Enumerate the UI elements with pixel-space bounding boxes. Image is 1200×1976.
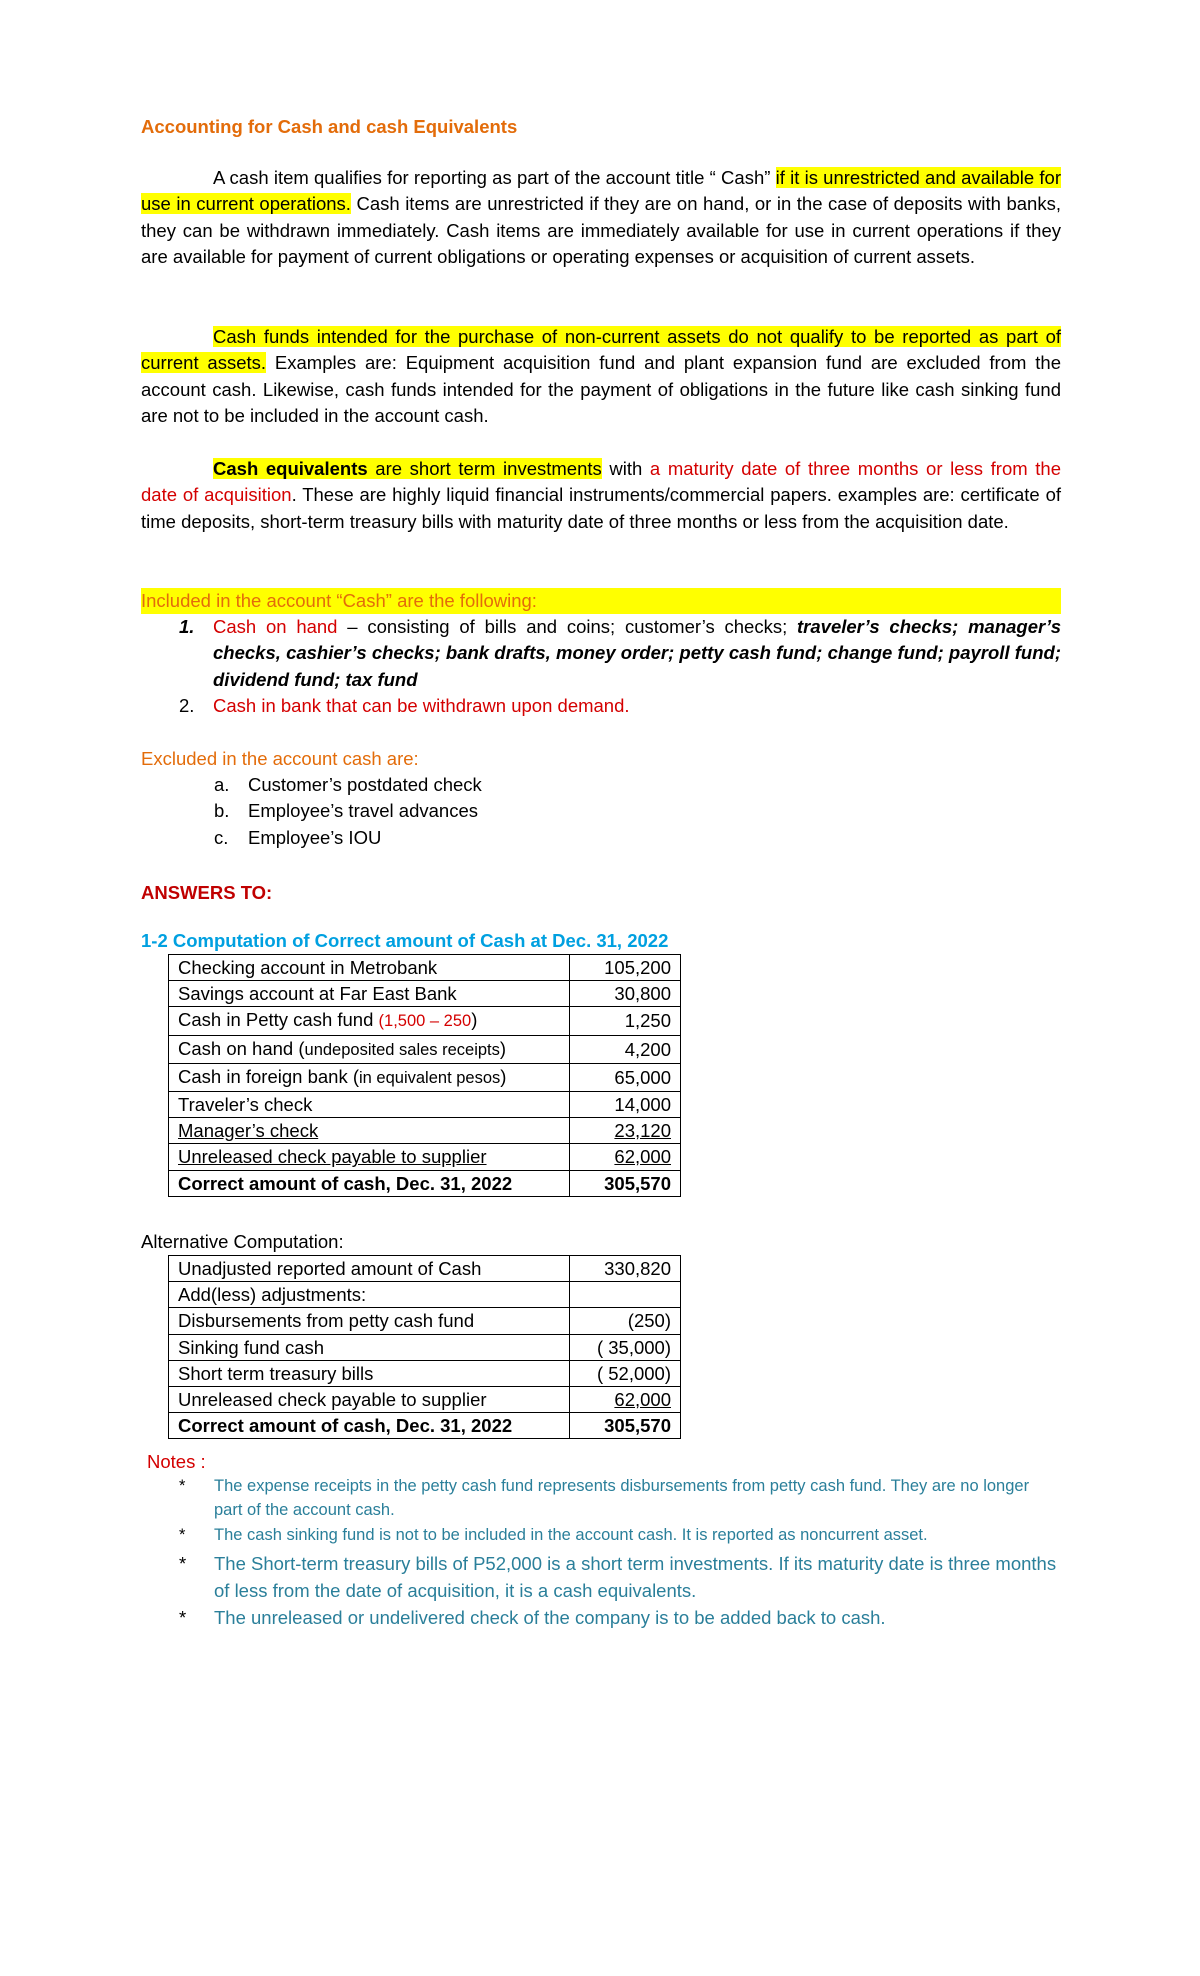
red-text: Cash in bank that can be withdrawn upon demand. [213, 695, 630, 717]
paragraph-text: . These are highly liquid financial instruments/commercial papers. examples are: certificate of time deposits, short-term treasury bills with maturity date of three months or less from the acquisition date. [141, 484, 1061, 532]
included-heading: Included in the account “Cash” are the following: [141, 588, 1061, 614]
list-item [214, 772, 948, 798]
bullet-star: * [179, 1552, 187, 1574]
bold-italic-text: traveler’s checks; manager’s checks, cashier’s checks; bank drafts, money order; petty cash fund; change fund; payroll fund; dividend fund; tax fund [213, 616, 1062, 690]
note-text: The expense receipts in the petty cash fund represents disbursements from petty cash fund. They are no longer part of the account cash. [214, 1477, 1030, 1519]
row-label [169, 1063, 570, 1091]
row-value: 330,820 [570, 1256, 681, 1282]
label-red-text: (1,500 – 250 [378, 1012, 472, 1031]
highlighted-text: Cash funds intended for the purchase of non-current assets do not qualify to be reported as part of current assets. [141, 326, 1061, 374]
row-value [570, 1387, 681, 1413]
paragraph-text: with [601, 458, 650, 479]
row-label [169, 1035, 570, 1063]
row-value: 65,000 [570, 1063, 681, 1091]
list-text: Employee’s travel advances [248, 800, 479, 822]
notes-list [179, 1475, 1059, 1631]
paragraph-text: Examples are: Equipment acquisition fund and plant expansion fund are excluded from the account cash. Likewise, cash funds intended for the payment of obligations in the future like cash sinking fund are not to be included in the account cash. [141, 352, 1061, 427]
table-row [169, 1282, 681, 1308]
note-text: The Short-term treasury bills of P52,000 is a short term investments. If its maturity date is three months of less from the date of acquisition, it is a cash equivalents. [214, 1552, 1057, 1601]
table-row [169, 1035, 681, 1063]
paragraph-cash-qualification [141, 165, 1061, 271]
list-letter: a. [214, 774, 230, 795]
note-item [179, 1550, 1059, 1604]
label-text: Cash in foreign bank ( [178, 1065, 359, 1087]
row-value: 4,200 [570, 1035, 681, 1063]
label-text: ) [500, 1065, 507, 1087]
list-text: – consisting of bills and coins; customer’s checks; [337, 616, 798, 637]
table-row [169, 1308, 681, 1334]
alternative-computation-table [168, 1255, 681, 1439]
row-value [570, 1118, 681, 1144]
row-label: Unreleased check payable to supplier [169, 1387, 570, 1413]
list-item [179, 614, 1062, 693]
list-letter: c. [214, 826, 229, 848]
label-text: ) [499, 1037, 507, 1059]
list-text: Customer’s postdated check [248, 774, 482, 795]
value-text: 23,120 [614, 1120, 671, 1142]
bullet-star: * [179, 1477, 186, 1495]
note-item [179, 1475, 1059, 1522]
table-row [169, 1256, 681, 1282]
label-text: Manager’s check [178, 1120, 319, 1142]
label-text: Unreleased check payable to supplier [178, 1146, 487, 1168]
list-letter: b. [214, 800, 230, 822]
label-small-text: undeposited sales receipts [304, 1040, 500, 1059]
row-value: ( 35,000) [570, 1334, 681, 1360]
highlighted-term: Cash equivalents [213, 458, 368, 479]
answers-heading: ANSWERS TO: [141, 882, 273, 903]
alternative-heading: Alternative Computation: [141, 1231, 344, 1252]
row-label: Traveler’s check [169, 1092, 570, 1118]
label-text: ) [471, 1009, 478, 1031]
value-text: 62,000 [614, 1389, 671, 1411]
row-value: ( 52,000) [570, 1360, 681, 1386]
table-row [169, 1063, 681, 1091]
paragraph-cash-equivalents [141, 456, 1061, 535]
row-label: Correct amount of cash, Dec. 31, 2022 [169, 1413, 570, 1439]
document-title: Accounting for Cash and cash Equivalents [141, 116, 518, 137]
list-number: 2. [179, 695, 195, 717]
label-text: Cash on hand ( [178, 1037, 305, 1059]
red-text: Cash on hand [213, 616, 338, 637]
row-value: 1,250 [570, 1007, 681, 1035]
list-item [214, 825, 948, 851]
row-value [570, 1144, 681, 1170]
note-text: The unreleased or undelivered check of the company is to be added back to cash. [214, 1606, 886, 1628]
row-label: Savings account at Far East Bank [169, 981, 570, 1007]
bullet-star: * [179, 1526, 186, 1544]
label-text: Cash in Petty cash fund [178, 1009, 379, 1031]
row-value: (250) [570, 1308, 681, 1334]
row-value: 30,800 [570, 981, 681, 1007]
table-row [169, 1007, 681, 1035]
row-value: 14,000 [570, 1092, 681, 1118]
table-row [169, 981, 681, 1007]
table-row [169, 1334, 681, 1360]
red-text: a maturity date of three months or less from the date of acquisition [141, 458, 1061, 506]
table-row [169, 955, 681, 981]
table-row [169, 1360, 681, 1386]
bullet-star: * [179, 1606, 187, 1628]
list-text: Employee’s IOU [248, 826, 382, 848]
row-label [169, 1144, 570, 1170]
row-label: Sinking fund cash [169, 1334, 570, 1360]
notes-heading: Notes : [147, 1451, 206, 1472]
paragraph-text: Cash items are unrestricted if they are on hand, or in the case of deposits with banks, they can be withdrawn immediately. Cash items are immediately available for use in current operations if they are available for payment of current obligations or operating expenses or acquisition of current assets. [141, 193, 1061, 268]
row-value [570, 1282, 681, 1308]
row-label: Disbursements from petty cash fund [169, 1308, 570, 1334]
note-text: The cash sinking fund is not to be included in the account cash. It is reported as noncurrent asset. [214, 1526, 928, 1544]
row-value: 305,570 [570, 1170, 681, 1196]
excluded-heading: Excluded in the account cash are: [141, 748, 419, 769]
table-row [169, 1092, 681, 1118]
list-item [214, 798, 948, 824]
table-row [169, 1118, 681, 1144]
table-row [169, 1387, 681, 1413]
row-value: 105,200 [570, 955, 681, 981]
row-label [169, 1007, 570, 1035]
paragraph-text: A cash item qualifies for reporting as part of the account title “ Cash” [213, 167, 776, 188]
row-label: Add(less) adjustments: [169, 1282, 570, 1308]
row-label: Checking account in Metrobank [169, 955, 570, 981]
table-row [169, 1144, 681, 1170]
row-label: Correct amount of cash, Dec. 31, 2022 [169, 1170, 570, 1196]
computation-heading: 1-2 Computation of Correct amount of Cash at Dec. 31, 2022 [141, 930, 669, 951]
included-list [179, 614, 1062, 720]
note-item [179, 1604, 1059, 1631]
label-small-text: in equivalent pesos [359, 1068, 501, 1087]
total-row [169, 1170, 681, 1196]
row-label [169, 1118, 570, 1144]
highlighted-text: if it is unrestricted and available for use in current operations. [141, 167, 1061, 215]
cash-computation-table [168, 954, 681, 1197]
excluded-list [214, 772, 948, 851]
note-item [179, 1523, 1059, 1548]
highlighted-text: are short term investments [367, 458, 602, 479]
row-label: Unadjusted reported amount of Cash [169, 1256, 570, 1282]
list-item [179, 693, 1061, 719]
value-text: 62,000 [614, 1146, 671, 1168]
total-row [169, 1413, 681, 1439]
paragraph-cash-funds [141, 324, 1061, 430]
list-number: 1. [179, 616, 195, 637]
row-label: Short term treasury bills [169, 1360, 570, 1386]
row-value: 305,570 [570, 1413, 681, 1439]
